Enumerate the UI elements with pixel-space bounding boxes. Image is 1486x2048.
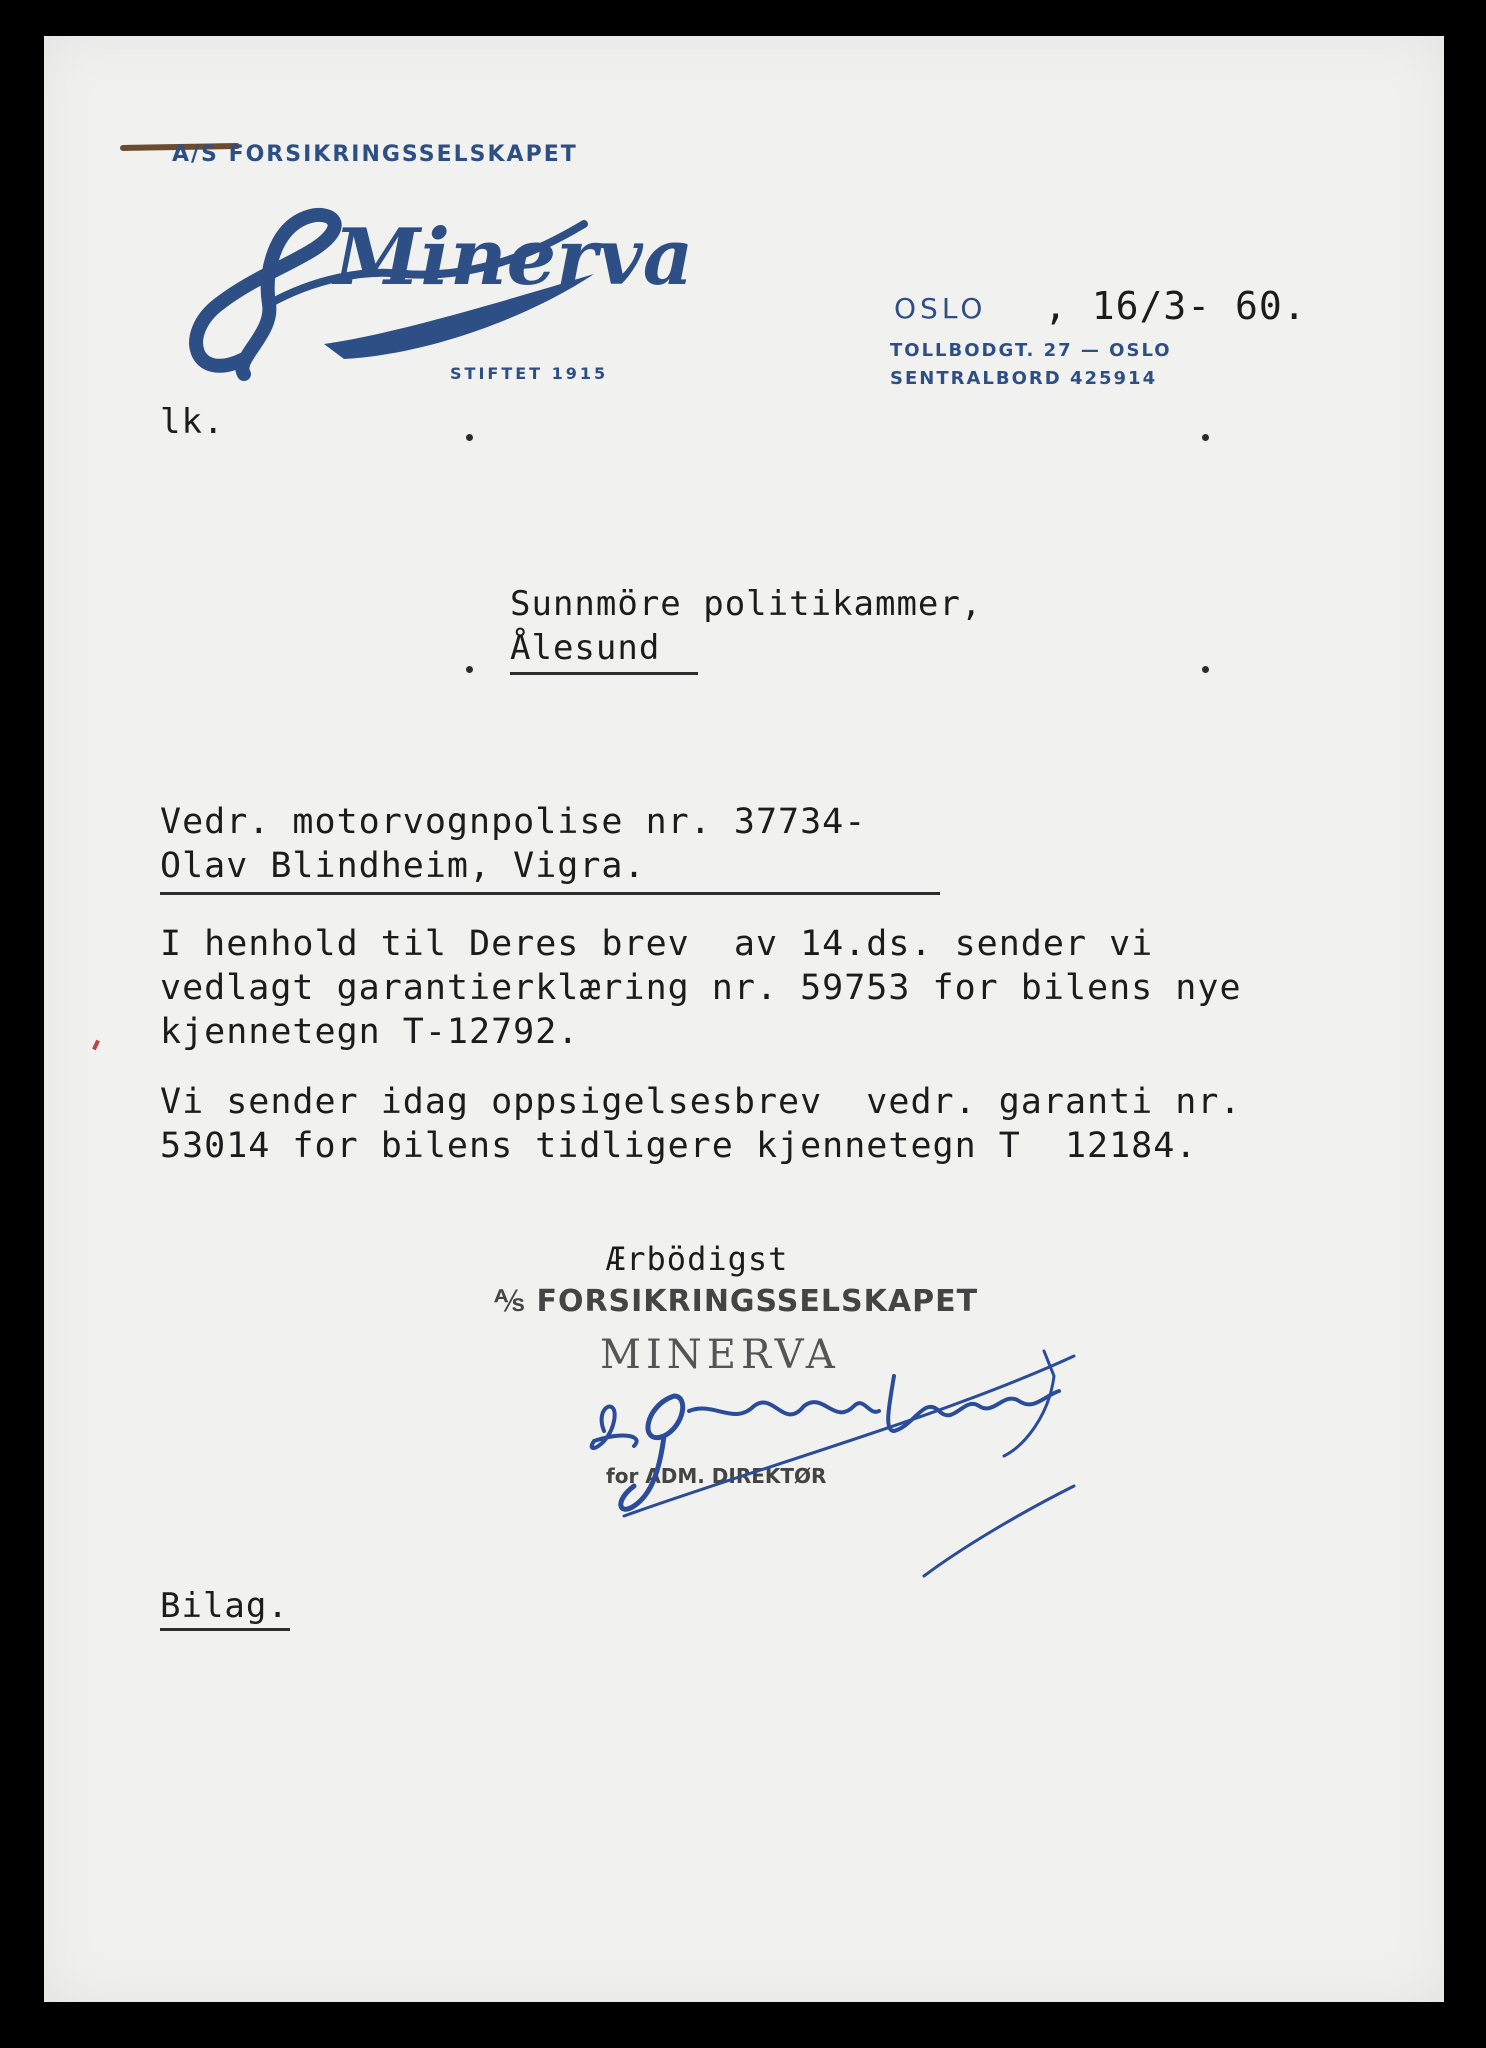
enclosure-note: Bilag. — [160, 1586, 289, 1626]
logo-text: Minerva — [334, 212, 694, 303]
subject-underline — [160, 892, 940, 895]
window-mark — [1202, 666, 1209, 673]
body-line: kjennetegn T-12792. — [160, 1012, 580, 1052]
stamp-name: MINERVA — [600, 1332, 840, 1378]
subject-line: Olav Blindheim, Vigra. — [160, 846, 646, 886]
company-line: A/S FORSIKRINGSSELSKAPET — [172, 142, 578, 167]
closing-greeting: Ærbödigst — [606, 1240, 789, 1278]
red-mark — [92, 1040, 100, 1051]
recipient-name: Sunnmöre politikammer, — [510, 584, 983, 624]
founded-year: STIFTET 1915 — [450, 364, 609, 383]
recipient-underline — [510, 672, 698, 675]
body-line: I henhold til Deres brev av 14.ds. sender vi — [160, 924, 1154, 964]
stamp-company: ⅍ FORSIKRINGSSELSKAPET — [494, 1284, 979, 1319]
reference-initials: lk. — [160, 402, 225, 442]
enclosure-underline — [160, 1628, 290, 1631]
body-line: Vi sender idag oppsigelsesbrev vedr. garanti nr. — [160, 1082, 1242, 1122]
body-line: 53014 for bilens tidligere kjennetegn T 12184. — [160, 1126, 1198, 1166]
letter-sheet — [44, 36, 1444, 2002]
letterhead-city: OSLO — [894, 292, 987, 325]
letter-date: , 16/3- 60. — [1044, 284, 1307, 328]
recipient-city: Ålesund — [510, 628, 661, 668]
window-mark — [1202, 434, 1209, 441]
subject-line: Vedr. motorvognpolise nr. 37734- — [160, 802, 867, 842]
letterhead-address: TOLLBODGT. 27 — OSLO — [890, 340, 1172, 361]
window-mark — [466, 666, 473, 673]
body-line: vedlagt garantierklæring nr. 59753 for bilens nye — [160, 968, 1242, 1008]
letterhead-switchboard: SENTRALBORD 425914 — [890, 368, 1158, 389]
window-mark — [466, 434, 473, 441]
stamp-title: for ADM. DIREKTØR — [606, 1464, 827, 1488]
handwritten-signature — [564, 1336, 1084, 1596]
